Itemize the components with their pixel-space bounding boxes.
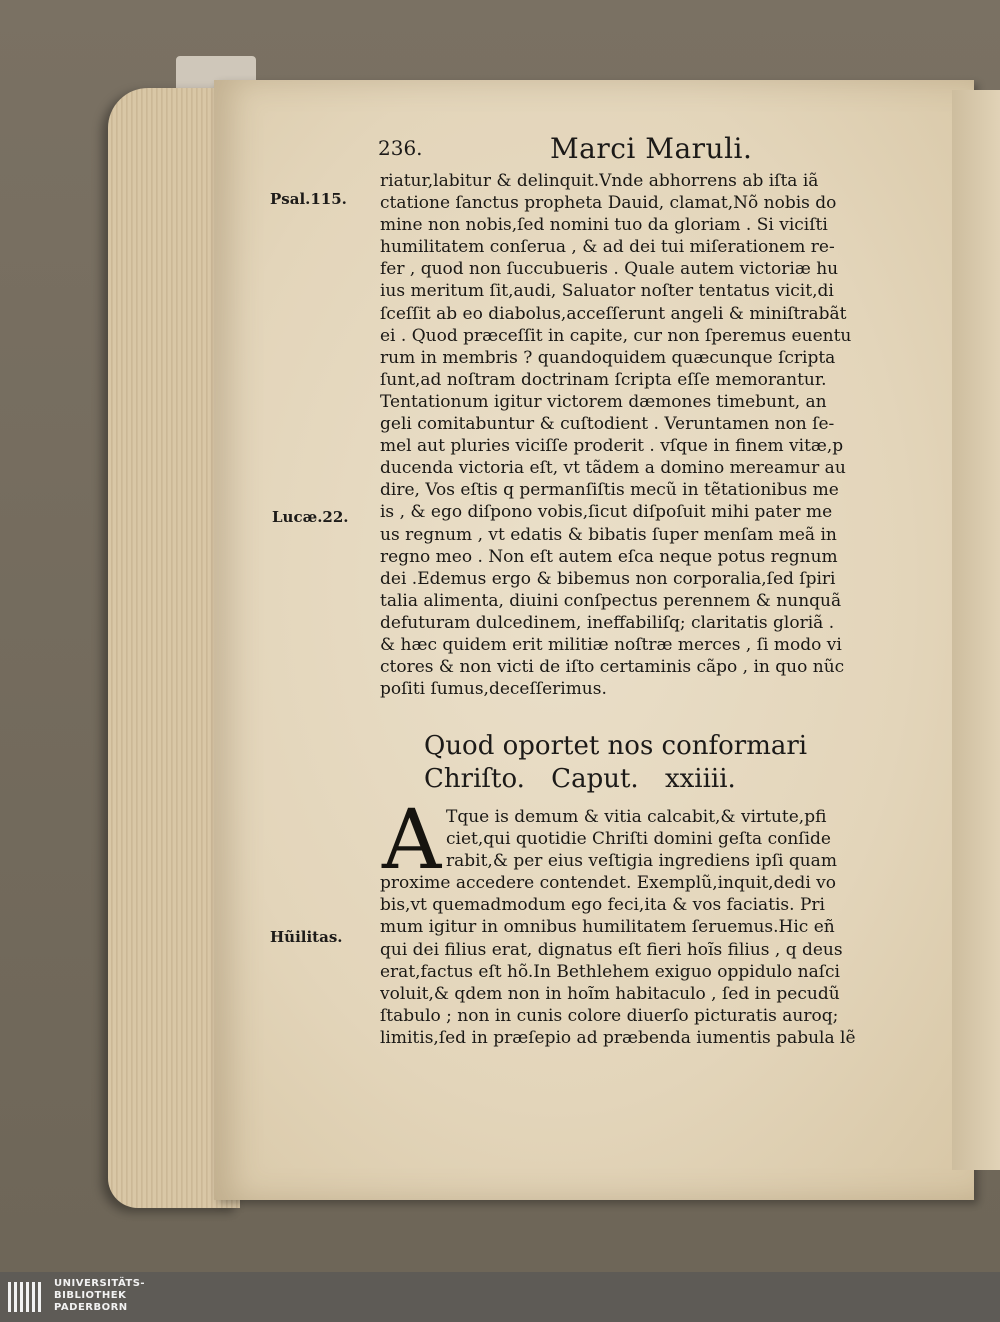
logo-line: PADERBORN (54, 1302, 128, 1313)
logo-line: BIBLIOTHEK (54, 1290, 127, 1301)
text-line: ſtabulo ; non in cunis colore diuerſo picturatis auroq; (380, 1005, 839, 1026)
facing-page-edge (952, 90, 1000, 1170)
body-text (380, 170, 900, 700)
margin-note-luke: Lucæ.22. (272, 508, 349, 526)
text-line: ſunt,ad noſtram doctrinam ſcripta eſſe memorantur. (380, 369, 827, 390)
text-line: ei . Quod præceſſit in capite, cur non ſperemus euentu (380, 325, 852, 346)
text-line: geli comitabuntur & cuſtodient . Veruntamen non ſe- (380, 414, 835, 435)
text-line: is , & ego diſpono vobis,ſicut diſpoſuit mihi pater me (380, 502, 833, 523)
text-line: poſiti ſumus,deceſſerimus. (380, 679, 607, 700)
text-line: humilitatem conſerua , & ad dei tui miſerationem re- (380, 237, 835, 258)
text-line: dei .Edemus ergo & bibemus non corporalia,ſed ſpiri (380, 568, 836, 589)
text-line: proxime accedere contendet. Exemplũ,inquit,dedi vo (380, 873, 836, 894)
text-line: regno meo . Non eſt autem eſca neque potus regnum (380, 546, 838, 567)
text-line: rum in membris ? quandoquidem quæcunque ſcripta (380, 347, 836, 368)
running-head (378, 132, 778, 168)
text-line: ducenda victoria eſt, vt tãdem a domino mereamur au (380, 458, 846, 479)
text-line: ciet,qui quotidie Chriſti domini geſta conſide (446, 829, 831, 850)
text-line: ius meritum ſit,audi, Saluator noſter tentatus vicit,di (380, 281, 834, 302)
page-number: 236. (378, 136, 423, 160)
text-line: ctatione ſanctus propheta Dauid, clamat,Nõ nobis do (380, 193, 837, 214)
logo-line: UNIVERSITÄTS- (54, 1278, 146, 1289)
text-line: limitis,ſed in præſepio ad præbenda iumentis pabula lẽ (380, 1027, 856, 1048)
text-line: ctores & non victi de iſto certaminis cãpo , in quo nũc (380, 657, 845, 678)
text-line: Tentationum igitur victorem dæmones timebunt, an (380, 391, 827, 412)
text-line: dire, Vos eſtis q permanſiſtis mecũ in tẽtationibus me (380, 480, 839, 501)
text-line: bis,vt quemadmodum ego feci,ita & vos faciatis. Pri (380, 895, 825, 916)
text-line: erat,factus eſt hõ.In Bethlehem exiguo oppidulo naſci (380, 961, 840, 982)
text-line: voluit,& qdem non in hoĩm habitaculo , ſed in pecudũ (380, 983, 840, 1004)
text-line: qui dei filius erat, dignatus eſt fieri hoĩs filius , q deus (380, 939, 843, 960)
running-head-title: Marci Maruli. (550, 132, 753, 165)
text-line: & hæc quidem erit militiæ noſtræ merces , ſi modo vi (380, 634, 842, 655)
margin-note-humilitas: Hũilitas. (270, 928, 343, 946)
text-line: fer , quod non ſuccubueris . Quale autem victoriæ hu (380, 259, 839, 280)
text-line: talia alimenta, diuini conſpectus perennem & nunquã (380, 590, 842, 611)
chapter-heading-line: Chriſto. Caput. xxiiii. (424, 764, 736, 794)
text-line: mel aut pluries viciſſe proderit . vſque in finem vitæ,p (380, 436, 844, 457)
text-line: Tque is demum & vitia calcabit,& virtute,pfi (446, 807, 827, 827)
text-line: us regnum , vt edatis & bibatis ſuper menſam meã in (380, 524, 837, 545)
text-line: ſceſſit ab eo diabolus,acceſſerunt angeli & miniſtrabãt (380, 303, 847, 324)
chapter-heading-line: Quod oportet nos conformari (424, 731, 808, 761)
library-logo-icon (6, 1280, 46, 1314)
text-line: rabit,& per eius veſtigia ingrediens ipſi quam (446, 851, 837, 872)
drop-cap-initial: A (382, 793, 442, 888)
margin-note-psalm: Psal.115. (270, 190, 347, 208)
library-logo-text (54, 1278, 145, 1314)
chapter-heading (424, 730, 904, 796)
text-line: mine non nobis,ſed nomini tuo da gloriam . Si viciſti (380, 215, 828, 236)
chapter-text (380, 806, 900, 1049)
text-line: riatur,labitur & delinquit.Vnde abhorrens ab iſta iã (380, 171, 819, 191)
text-line: defuturam dulcedinem, ineffabiliſq; claritatis gloriã . (380, 612, 835, 633)
text-line: mum igitur in omnibus humilitatem ſeruemus.Hic eñ (380, 917, 835, 938)
library-footer (0, 1272, 1000, 1322)
